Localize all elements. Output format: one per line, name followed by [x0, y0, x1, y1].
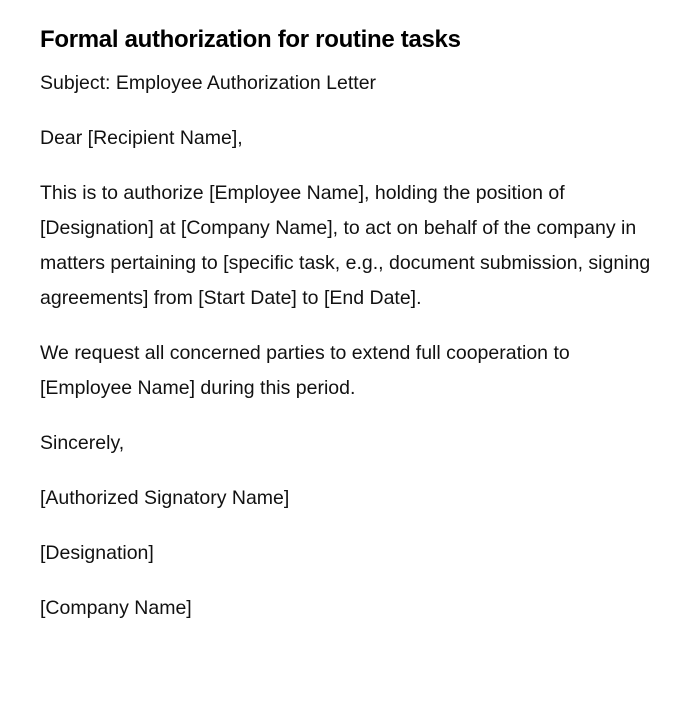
subject-line: Subject: Employee Authorization Letter	[40, 72, 377, 94]
body-paragraph-cooperation: We request all concerned parties to extend full cooperation to [Employee Name] during this period.	[40, 342, 570, 399]
signatory-name: [Authorized Signatory Name]	[40, 487, 290, 509]
document-title: Formal authorization for routine tasks	[40, 26, 461, 53]
salutation: Dear [Recipient Name],	[40, 127, 243, 149]
signatory-company: [Company Name]	[40, 597, 192, 619]
body-paragraph-authorization: This is to authorize [Employee Name], holding the position of [Designation] at [Company Name], to act on behalf of the company in matters pertaining to [specific task, e.g., document submission, signing agreements] from [Start Date] to [End Date].	[40, 182, 651, 309]
signatory-designation: [Designation]	[40, 542, 154, 564]
closing: Sincerely,	[40, 432, 125, 454]
